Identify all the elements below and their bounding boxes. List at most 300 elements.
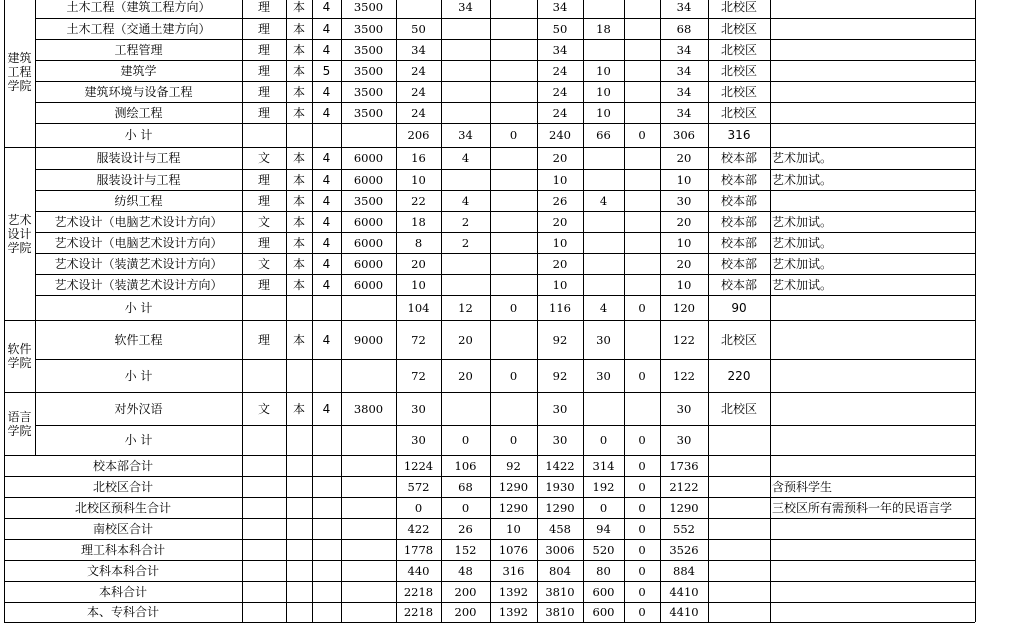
total-campus [708, 581, 770, 602]
total-e: 94 [596, 521, 611, 536]
major-name: 土木工程（交通土建方向） [66, 21, 211, 36]
total-a: 2218 [403, 605, 434, 619]
cell-e: 4 [599, 300, 608, 315]
cell-f [624, 60, 660, 81]
cell-a [396, 0, 441, 18]
total-a: 2218 [403, 584, 434, 599]
total-note [770, 518, 975, 539]
cell-g: 20 [676, 151, 692, 165]
total-a: 1224 [403, 458, 434, 473]
cell-d: 20 [552, 214, 568, 229]
cell-years: 4 [322, 84, 331, 99]
cell-c [490, 147, 537, 169]
cell-a: 16 [411, 151, 426, 165]
cell-b [441, 60, 490, 81]
cell-g: 34 [676, 63, 692, 78]
cell-d: 92 [552, 332, 568, 347]
cell-f [624, 190, 660, 211]
cell-e: 4 [599, 193, 608, 208]
note-cell [770, 190, 975, 211]
cell-fee: 3500 [353, 0, 384, 14]
cell-years: 4 [322, 42, 331, 57]
cell-f [624, 102, 660, 123]
cell-campus: 校本部 [720, 277, 757, 292]
note-cell: 艺术加试。 [772, 214, 833, 229]
cell-level: 本 [292, 214, 305, 229]
note-cell: 艺术加试。 [772, 151, 833, 165]
cell-b: 4 [461, 151, 470, 165]
total-g: 2122 [669, 479, 699, 494]
cell-level: 本 [292, 42, 305, 57]
total-e: 314 [592, 458, 615, 473]
total-d: 458 [549, 521, 571, 536]
college-label-line: 学院 [7, 423, 32, 438]
college-label-line: 设计 [7, 226, 32, 241]
total-g: 552 [673, 521, 695, 536]
cell-campus: 北校区 [720, 42, 757, 57]
cell-years: 4 [322, 172, 331, 187]
cell-type [242, 123, 286, 147]
cell-campus: 北校区 [720, 332, 757, 347]
cell-e: 66 [596, 128, 611, 142]
total-a: 422 [407, 521, 430, 536]
cell-type: 理 [257, 105, 270, 120]
cell-campus: 北校区 [720, 21, 757, 36]
major-name: 艺术设计（电脑艺术设计方向） [54, 214, 223, 229]
total-g: 1290 [669, 500, 699, 515]
cell-c: 0 [509, 433, 518, 447]
cell-campus: 北校区 [720, 0, 757, 14]
total-d: 804 [549, 563, 571, 578]
cell-fee: 3500 [353, 21, 384, 36]
note-cell [770, 320, 975, 359]
cell-f [624, 169, 660, 190]
total-b: 200 [454, 584, 477, 599]
cell-d: 10 [552, 235, 568, 250]
cell-f [624, 274, 660, 295]
cell-campus: 校本部 [720, 214, 757, 229]
total-campus [708, 497, 770, 518]
cell-campus: 北校区 [720, 84, 757, 99]
cell-d: 20 [552, 151, 568, 165]
college-label [4, 320, 35, 392]
total-d: 3006 [545, 542, 575, 557]
cell-years: 4 [322, 105, 331, 120]
cell-a: 10 [411, 172, 426, 187]
cell-a: 22 [411, 193, 426, 208]
cell-d: 20 [552, 256, 568, 271]
cell-campus: 校本部 [720, 235, 757, 250]
cell-level: 本 [292, 277, 305, 292]
note-cell [770, 123, 975, 147]
total-campus [708, 455, 770, 476]
total-label: 本、专科合计 [86, 605, 159, 619]
cell-g: 10 [676, 172, 692, 187]
total-a: 572 [407, 479, 430, 494]
total-b: 0 [461, 500, 470, 515]
college-label-line: 学院 [7, 78, 32, 93]
cell-c: 0 [509, 128, 518, 142]
cell-f [624, 320, 660, 359]
cell-f [624, 147, 660, 169]
cell-c [490, 232, 537, 253]
cell-level: 本 [292, 332, 305, 347]
total-c: 1290 [498, 479, 529, 494]
college-label [4, 0, 35, 147]
cell-campus: 316 [727, 128, 751, 142]
college-label [4, 147, 35, 320]
total-f: 0 [638, 458, 646, 473]
note-cell: 艺术加试。 [772, 277, 833, 292]
cell-d: 10 [552, 277, 568, 292]
total-campus [708, 518, 770, 539]
cell-e: 10 [596, 105, 611, 120]
total-e: 600 [592, 584, 615, 599]
note-cell [770, 392, 975, 425]
college-label-line: 语言 [7, 409, 32, 424]
total-f: 0 [638, 542, 646, 557]
cell-fee: 6000 [353, 151, 384, 165]
total-d: 1930 [545, 479, 575, 494]
cell-years: 4 [322, 401, 331, 416]
cell-e [583, 147, 624, 169]
cell-b: 0 [461, 433, 470, 447]
cell-a: 24 [411, 105, 426, 120]
cell-f: 0 [638, 368, 646, 383]
cell-type: 理 [257, 172, 270, 187]
cell-g: 34 [676, 84, 692, 99]
total-a: 0 [414, 500, 423, 515]
cell-f [624, 39, 660, 60]
note-cell [770, 60, 975, 81]
cell-e [583, 39, 624, 60]
cell-e [583, 392, 624, 425]
college-label-line: 软件 [7, 342, 32, 356]
total-e: 0 [599, 500, 608, 515]
total-f: 0 [638, 479, 646, 494]
cell-d: 34 [552, 0, 568, 14]
cell-g: 20 [676, 214, 692, 229]
major-name: 对外汉语 [114, 401, 163, 416]
cell-e [583, 0, 624, 18]
cell-type: 文 [257, 151, 270, 165]
cell-d: 116 [549, 300, 571, 315]
cell-e: 18 [596, 21, 611, 36]
cell-b: 20 [458, 368, 473, 383]
cell-years [312, 295, 341, 320]
college-label-line: 工程 [7, 64, 32, 79]
cell-level: 本 [292, 401, 305, 416]
total-d: 3810 [545, 584, 575, 599]
cell-type: 文 [257, 401, 270, 416]
total-c: 1076 [498, 542, 529, 557]
cell-d: 30 [552, 433, 568, 447]
cell-level: 本 [292, 0, 305, 14]
total-note: 含预科学生 [772, 479, 833, 494]
cell-c [490, 81, 537, 102]
total-e: 600 [592, 605, 615, 619]
cell-fee: 6000 [353, 214, 384, 229]
cell-g: 20 [676, 256, 692, 271]
cell-level: 本 [292, 193, 305, 208]
cell-b [441, 81, 490, 102]
cell-c [490, 102, 537, 123]
major-name: 小 计 [124, 128, 153, 142]
cell-g: 68 [676, 21, 692, 36]
cell-e [583, 232, 624, 253]
cell-g: 10 [676, 235, 692, 250]
cell-fee: 3800 [353, 401, 384, 416]
cell-type: 理 [257, 277, 270, 292]
cell-fee [341, 123, 396, 147]
total-d: 3810 [545, 605, 575, 619]
cell-d: 92 [552, 368, 568, 383]
cell-d: 24 [552, 63, 568, 78]
cell-b [441, 169, 490, 190]
cell-b: 34 [458, 128, 473, 142]
cell-g: 30 [676, 193, 692, 208]
cell-c [490, 190, 537, 211]
cell-f: 0 [638, 300, 646, 315]
cell-fee: 6000 [353, 172, 384, 187]
cell-a: 50 [411, 21, 426, 36]
cell-fee: 3500 [353, 42, 384, 57]
cell-a: 20 [411, 256, 426, 271]
cell-b [441, 102, 490, 123]
total-campus [708, 560, 770, 581]
cell-campus: 北校区 [720, 401, 757, 416]
cell-years: 4 [322, 21, 331, 36]
cell-g: 122 [673, 332, 695, 347]
cell-a: 24 [411, 63, 426, 78]
major-name: 建筑学 [120, 63, 157, 78]
total-note [770, 581, 975, 602]
cell-level: 本 [292, 105, 305, 120]
cell-campus: 校本部 [720, 151, 757, 165]
total-campus [708, 539, 770, 560]
total-g: 1736 [669, 458, 699, 473]
total-label: 理工科本科合计 [80, 542, 165, 557]
cell-b: 2 [461, 214, 470, 229]
total-label: 北校区预科生合计 [74, 500, 171, 515]
cell-type: 理 [257, 63, 270, 78]
cell-type [242, 295, 286, 320]
total-note [770, 539, 975, 560]
total-b: 200 [454, 605, 477, 619]
cell-e: 30 [596, 368, 611, 383]
cell-level [286, 295, 312, 320]
total-b: 48 [458, 563, 473, 578]
major-name: 艺术设计（装潢艺术设计方向） [54, 256, 223, 271]
total-label: 校本部合计 [92, 458, 153, 473]
cell-fee [341, 295, 396, 320]
total-c: 92 [506, 458, 521, 473]
cell-level: 本 [292, 21, 305, 36]
total-campus [708, 602, 770, 622]
total-e: 80 [596, 563, 611, 578]
total-g: 4410 [669, 605, 699, 619]
cell-a: 30 [411, 401, 426, 416]
note-cell [770, 425, 975, 455]
cell-fee: 6000 [353, 235, 384, 250]
cell-c [490, 169, 537, 190]
cell-fee: 3500 [353, 63, 384, 78]
cell-c [490, 211, 537, 232]
cell-fee: 3500 [353, 84, 384, 99]
total-d: 1290 [545, 500, 575, 515]
cell-f [624, 392, 660, 425]
cell-e [583, 211, 624, 232]
cell-c [490, 60, 537, 81]
cell-level: 本 [292, 256, 305, 271]
total-note [770, 455, 975, 476]
note-cell: 艺术加试。 [772, 256, 833, 271]
cell-e: 30 [596, 332, 611, 347]
cell-type: 理 [257, 193, 270, 208]
cell-f [624, 18, 660, 39]
major-name: 艺术设计（装潢艺术设计方向） [54, 277, 223, 292]
total-note: 三校区所有需预科一年的民语言学 [772, 500, 953, 515]
cell-years: 4 [322, 0, 331, 14]
cell-campus: 220 [727, 368, 751, 383]
cell-years: 4 [322, 277, 331, 292]
total-b: 26 [458, 521, 473, 536]
cell-type: 理 [257, 84, 270, 99]
note-cell: 艺术加试。 [772, 235, 833, 250]
cell-g: 30 [676, 433, 692, 447]
cell-e [583, 253, 624, 274]
cell-a: 8 [414, 235, 423, 250]
cell-years: 5 [322, 63, 331, 78]
note-cell: 艺术加试。 [772, 172, 833, 187]
cell-years: 4 [322, 214, 331, 229]
total-label: 南校区合计 [92, 521, 153, 536]
cell-b [441, 253, 490, 274]
cell-level: 本 [292, 235, 305, 250]
cell-level [286, 359, 312, 392]
cell-g: 34 [676, 42, 692, 57]
total-label: 本科合计 [98, 584, 147, 599]
total-f: 0 [638, 500, 646, 515]
cell-campus: 北校区 [720, 105, 757, 120]
cell-fee: 9000 [353, 332, 384, 347]
total-f: 0 [638, 521, 646, 536]
cell-c: 0 [509, 368, 518, 383]
cell-c [490, 274, 537, 295]
cell-years: 4 [322, 256, 331, 271]
cell-e [583, 274, 624, 295]
total-f: 0 [638, 563, 646, 578]
major-name: 服装设计与工程 [96, 151, 181, 165]
cell-b: 12 [458, 300, 473, 315]
cell-type: 文 [257, 214, 270, 229]
cell-g: 120 [673, 300, 695, 315]
cell-b: 34 [458, 0, 473, 14]
cell-d: 34 [552, 42, 568, 57]
cell-e [583, 169, 624, 190]
total-label: 文科本科合计 [86, 563, 159, 578]
cell-g: 30 [676, 401, 692, 416]
cell-campus [708, 425, 770, 455]
cell-d: 24 [552, 84, 568, 99]
major-name: 服装设计与工程 [96, 172, 181, 187]
total-c: 316 [502, 563, 525, 578]
cell-type: 理 [257, 42, 270, 57]
cell-b [441, 274, 490, 295]
cell-campus: 校本部 [720, 256, 757, 271]
college-label-line: 建筑 [7, 50, 32, 65]
cell-g: 122 [673, 368, 695, 383]
cell-g: 10 [676, 277, 692, 292]
cell-a: 10 [411, 277, 426, 292]
college-label-line: 艺术 [7, 212, 32, 227]
cell-type [242, 359, 286, 392]
college-label-line: 学院 [7, 240, 32, 255]
cell-type: 理 [257, 332, 270, 347]
cell-a: 18 [411, 214, 426, 229]
note-cell [770, 39, 975, 60]
cell-g: 34 [676, 105, 692, 120]
major-name: 土木工程（建筑工程方向） [66, 0, 211, 14]
cell-c [490, 39, 537, 60]
cell-a: 30 [411, 433, 426, 447]
major-name: 建筑环境与设备工程 [84, 84, 193, 99]
cell-d: 30 [552, 401, 568, 416]
major-name: 纺织工程 [114, 193, 163, 208]
cell-b [441, 39, 490, 60]
total-a: 440 [407, 563, 430, 578]
cell-a: 34 [411, 42, 426, 57]
note-cell [770, 0, 975, 18]
cell-d: 26 [552, 193, 568, 208]
cell-c [490, 392, 537, 425]
cell-years: 4 [322, 332, 331, 347]
note-cell [770, 81, 975, 102]
cell-f [624, 211, 660, 232]
note-cell [770, 18, 975, 39]
cell-campus: 校本部 [720, 193, 757, 208]
total-c: 10 [506, 521, 521, 536]
cell-f [624, 253, 660, 274]
cell-type [242, 425, 286, 455]
total-campus [708, 476, 770, 497]
cell-level [286, 425, 312, 455]
cell-f: 0 [638, 128, 646, 142]
cell-years: 4 [322, 235, 331, 250]
cell-fee [341, 359, 396, 392]
total-f: 0 [638, 584, 646, 599]
cell-fee: 6000 [353, 256, 384, 271]
total-f: 0 [638, 605, 646, 619]
cell-type: 文 [257, 256, 270, 271]
cell-years [312, 425, 341, 455]
major-name: 工程管理 [114, 42, 163, 57]
cell-level: 本 [292, 151, 305, 165]
cell-b [441, 18, 490, 39]
cell-a: 104 [407, 300, 430, 315]
total-e: 520 [592, 542, 615, 557]
cell-level [286, 123, 312, 147]
total-c: 1392 [498, 584, 529, 599]
cell-a: 206 [407, 128, 430, 142]
total-note [770, 602, 975, 622]
cell-e: 10 [596, 63, 611, 78]
cell-c: 0 [509, 300, 518, 315]
cell-f [624, 0, 660, 18]
cell-a: 72 [411, 332, 426, 347]
total-d: 1422 [545, 458, 575, 473]
cell-fee [341, 425, 396, 455]
